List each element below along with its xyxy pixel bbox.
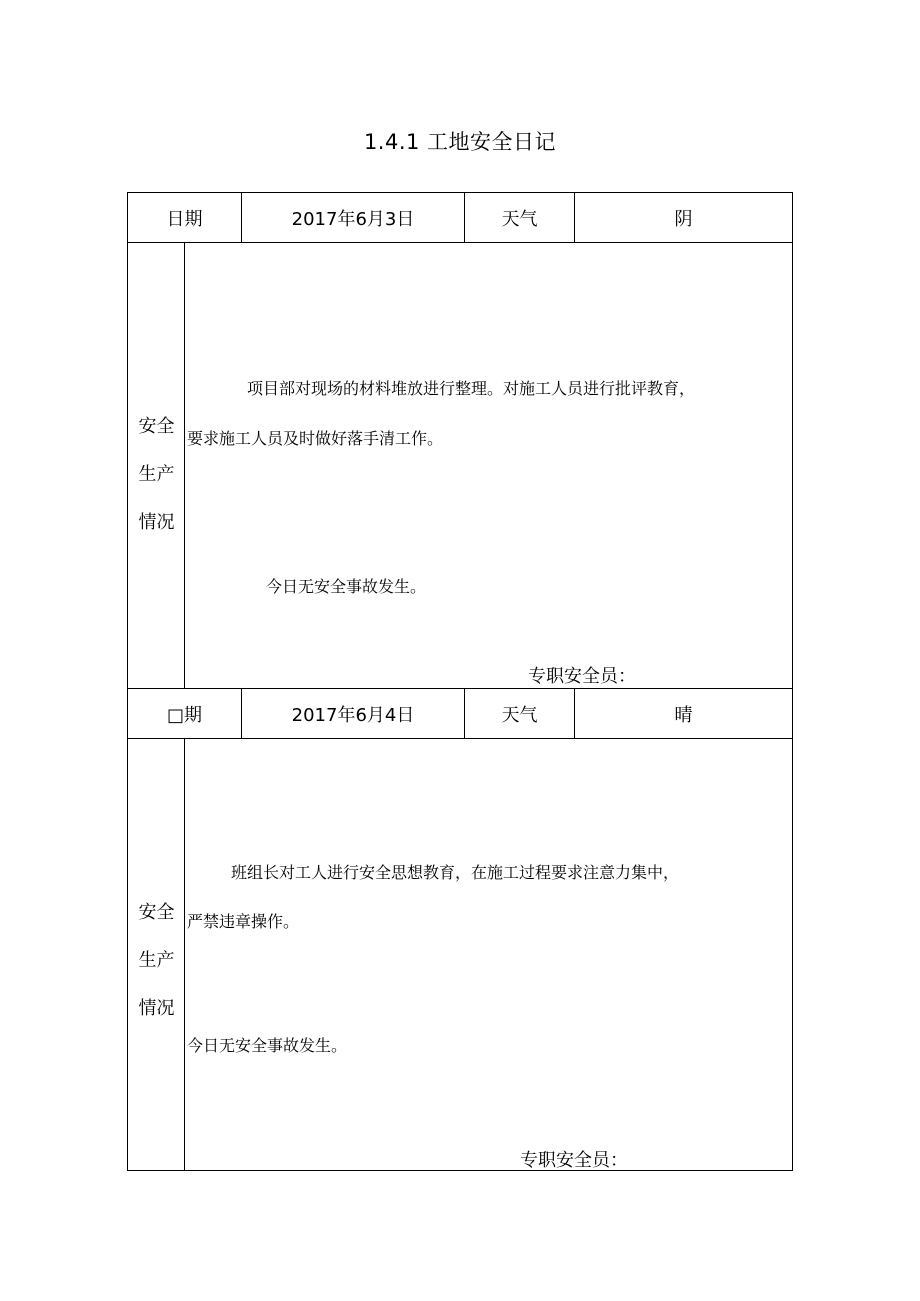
entry-2-paragraph-line-2: 严禁违章操作。 <box>187 912 300 931</box>
entry-2-date-value: 2017年6月4日 <box>241 689 464 738</box>
entry-2-paragraph-line-1: 班组长对工人进行安全思想教育，在施工过程要求注意力集中， <box>231 863 680 882</box>
section-label-line: 生产 <box>138 950 175 971</box>
entry-1-date-label: 日期 <box>166 208 203 230</box>
entry-1-weather-label: 天气 <box>464 193 574 242</box>
entry-1-paragraph-line-2: 要求施工人员及时做好落手清工作。 <box>187 429 444 448</box>
section-label-line: 安全 <box>138 416 175 437</box>
entry-1-weather-value: 阴 <box>574 193 792 242</box>
entry-2-content <box>185 739 792 1170</box>
entry-1-section-label <box>128 243 185 688</box>
entry-2-weather-label: 天气 <box>464 689 574 738</box>
entry-1-content <box>185 243 792 688</box>
page-title: 1.4.1 工地安全日记 <box>363 130 557 154</box>
entry-2-signer-label: 专职安全员： <box>520 1150 628 1171</box>
entry-2-section-label <box>128 739 185 1170</box>
entry-1-header-row <box>128 193 792 243</box>
entry-2-header-row <box>128 689 792 739</box>
entry-1-paragraph-line-1: 项目部对现场的材料堆放进行整理。对施工人员进行批评教育， <box>247 379 696 398</box>
entry-2-weather-value: 晴 <box>574 689 792 738</box>
entry-1-signer-label: 专职安全员： <box>528 666 636 687</box>
entry-2-date-label: □期 <box>166 704 202 726</box>
entry-1-no-accident-note: 今日无安全事故发生。 <box>266 577 427 596</box>
section-label-line: 生产 <box>138 464 175 485</box>
entry-1-date-value: 2017年6月3日 <box>241 193 464 242</box>
section-label-line: 情况 <box>138 998 175 1019</box>
entry-1-body <box>128 243 792 689</box>
section-label-line: 安全 <box>138 902 175 923</box>
entry-2-no-accident-note: 今日无安全事故发生。 <box>187 1036 348 1055</box>
safety-log-table <box>127 192 793 1171</box>
entry-2-body <box>128 739 792 1170</box>
section-label-line: 情况 <box>138 512 175 533</box>
